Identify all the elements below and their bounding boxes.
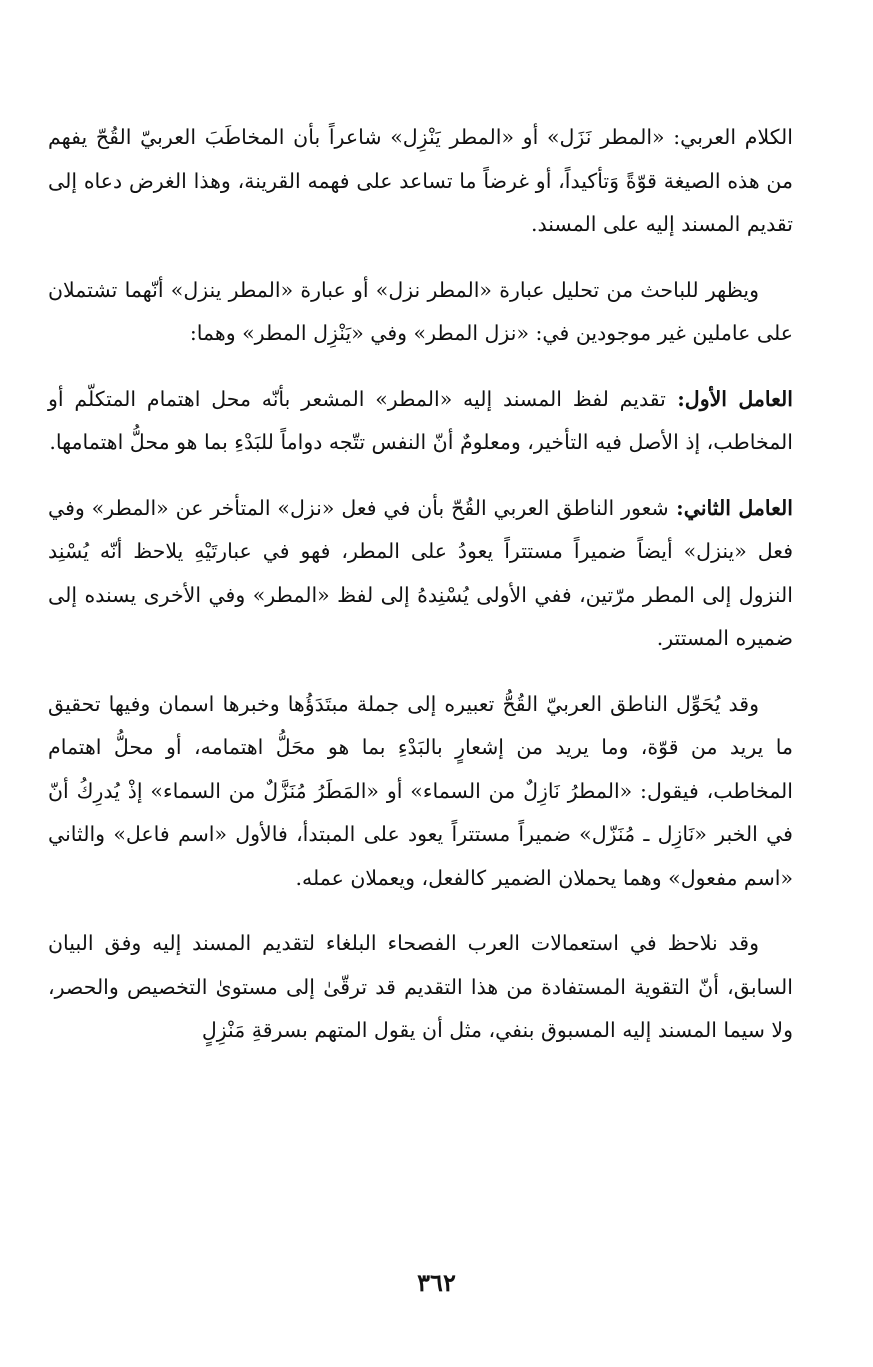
paragraph-4-text: شعور الناطق العربي القُحّ بأن في فعل «نزل» المتأخر عن «المطر» وفي فعل «ينزل» أيضاً ضميراً مستتراً يعودُ على المطر، فهو في عبارتَيْهِ يلاحظ أنّه يُسْنِد النزول إلى المطر مرّتين، ففي الأولى يُسْنِدهُ إلى لفظ «المطر» وفي الأخرى يسنده إلى ضميره المستتر. (48, 495, 793, 650)
paragraph-3-text: تقديم لفظ المسند إليه «المطر» المشعر بأنّه محل اهتمام المتكلّم أو المخاطب، إذ الأصل فيه التأخير، ومعلومٌ أنّ النفس تتّجه دواماً للبَدْءِ بما هو محلُّ اهتمامها. (48, 386, 793, 454)
paragraph-2-text: ويظهر للباحث من تحليل عبارة «المطر نزل» أو عبارة «المطر ينزل» أنّهما تشتملان على عاملين غير موجودين في: «نزل المطر» وفي «يَنْزِل المطر» وهما: (48, 277, 793, 345)
paragraph-4-lead: العامل الثاني: (668, 495, 793, 520)
paragraph-4 (48, 487, 793, 661)
paragraph-1 (48, 116, 793, 247)
paragraph-5-text: وقد يُحَوِّل الناطق العربيّ القُحُّ تعبيره إلى جملة مبتَدَؤُها وخبرها اسمان وفيها تحقيق ما يريد من قوّة، وما يريد من إشعارٍ بالبَدْءِ بما هو محَلُّ اهتمامه، أو محلُّ اهتمام المخاطب، فيقول: «المطرُ نَازِلٌ من السماء» أو «المَطَرُ مُنَزَّلٌ من السماء» إذْ يُدرِكُ أنّ في الخبر «نَازِل ـ مُنَزّل» ضميراً مستتراً يعود على المبتدأ، فالأول «اسم فاعل» والثاني «اسم مفعول» وهما يحملان الضمير كالفعل، ويعملان عمله. (48, 691, 793, 890)
paragraph-6-text: وقد نلاحظ في استعمالات العرب الفصحاء البلغاء لتقديم المسند إليه وفق البيان السابق، أنّ التقوية المستفادة من هذا التقديم قد ترقّىٰ إلى مستوىٰ التخصيص والحصر، ولا سيما المسند إليه المسبوق بنفي، مثل أن يقول المتهم بسرقةِ مَنْزِلٍ (48, 931, 793, 1042)
paragraph-1-text: الكلام العربي: «المطر نَزَل» أو «المطر يَنْزِل» شاعراً بأن المخاطَبَ العربيّ القُحّ يفهم من هذه الصيغة قوّةً وَتأكيداً، أو غرضاً ما تساعد على فهمه القرينة، وهذا الغرض دعاه إلى تقديم المسند إليه على المسند. (48, 125, 793, 236)
paragraph-6 (48, 922, 793, 1053)
paragraph-3-lead: العامل الأول: (665, 386, 793, 411)
body-text (48, 116, 793, 1053)
paragraph-5 (48, 683, 793, 901)
page-number: ٣٦٢ (417, 1268, 456, 1297)
paragraph-3 (48, 378, 793, 465)
paragraph-2 (48, 269, 793, 356)
